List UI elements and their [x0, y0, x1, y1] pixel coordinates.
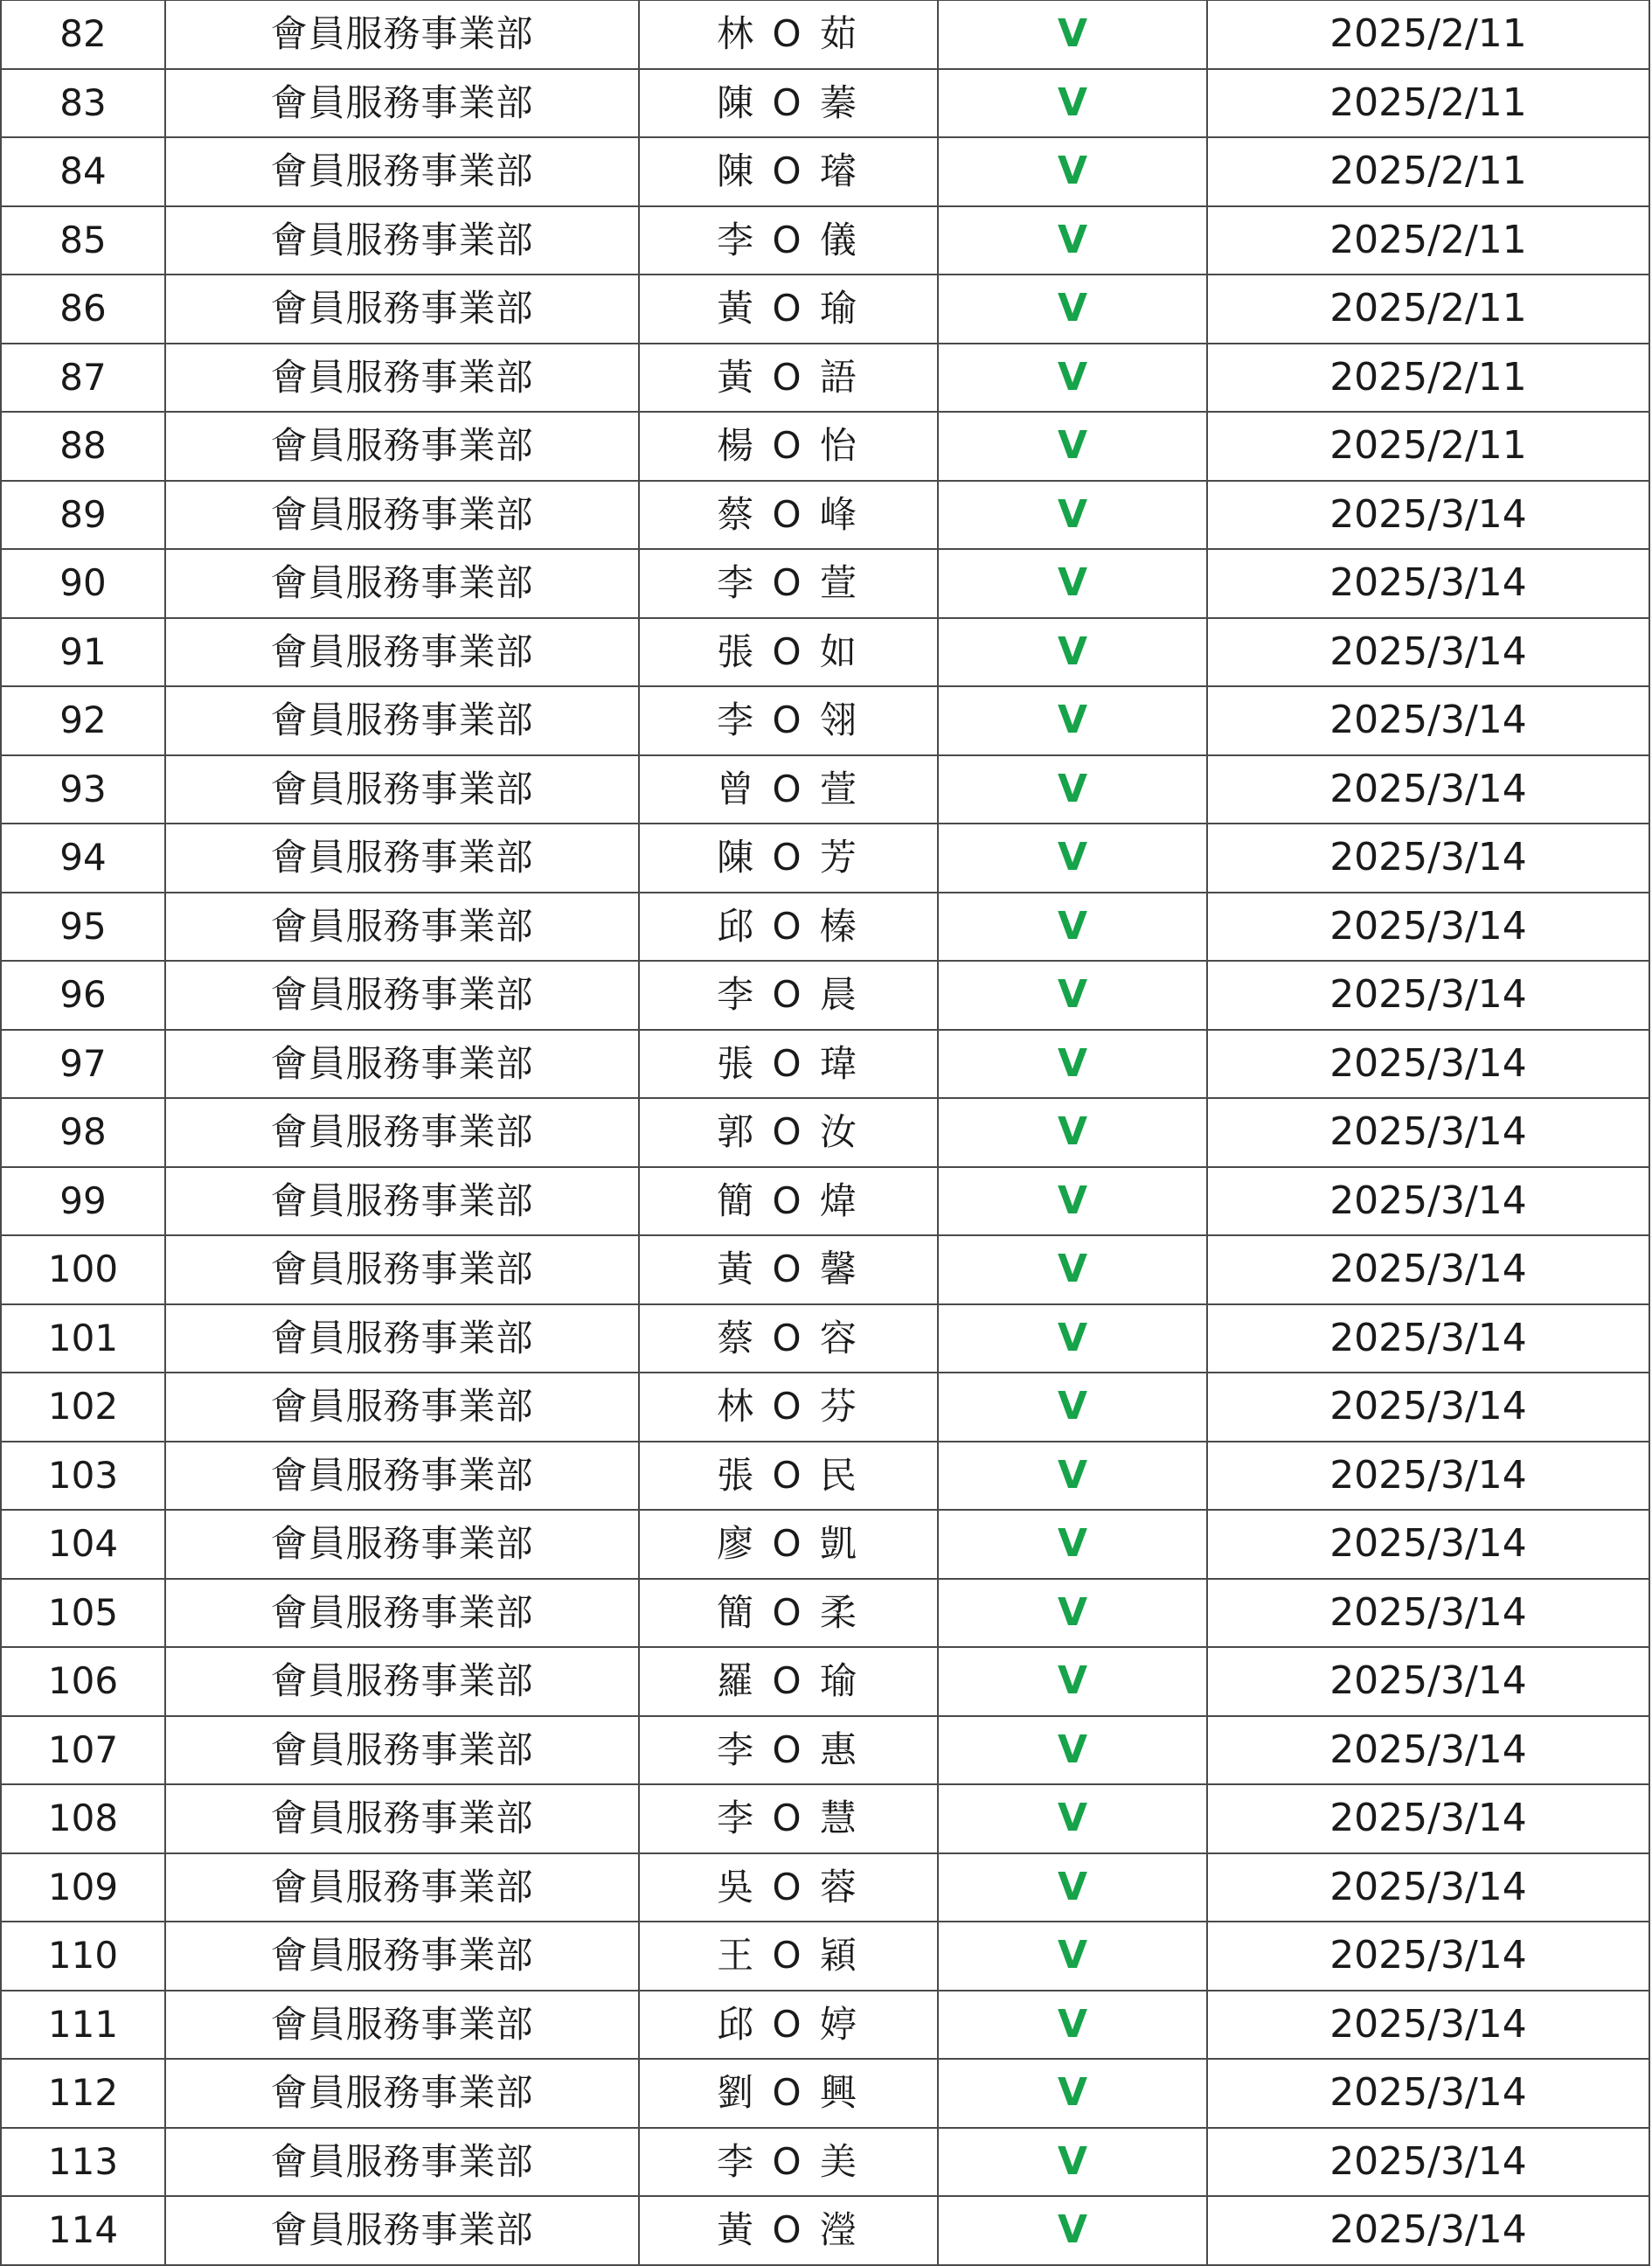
table-row [1, 344, 1649, 413]
member-name-cell: 曾 O 萱 [639, 755, 938, 824]
row-number-cell: 96 [1, 961, 165, 1030]
department-cell: 會員服務事業部 [165, 686, 639, 755]
table-row [1, 412, 1649, 481]
check-mark-cell: V [938, 1442, 1207, 1511]
department-cell: 會員服務事業部 [165, 1030, 639, 1099]
date-cell: 2025/3/14 [1207, 961, 1649, 1030]
check-mark-cell: V [938, 755, 1207, 824]
member-name-cell: 劉 O 興 [639, 2059, 938, 2128]
department-cell: 會員服務事業部 [165, 618, 639, 687]
check-mark-cell: V [938, 1304, 1207, 1373]
check-mark-cell: V [938, 1991, 1207, 2060]
row-number-cell: 112 [1, 2059, 165, 2128]
date-cell: 2025/3/14 [1207, 686, 1649, 755]
table-row [1, 1784, 1649, 1853]
member-name-cell: 李 O 慧 [639, 1784, 938, 1853]
member-name-cell: 楊 O 怡 [639, 412, 938, 481]
date-cell: 2025/3/14 [1207, 2196, 1649, 2265]
row-number-cell: 114 [1, 2196, 165, 2265]
table-row [1, 1098, 1649, 1167]
date-cell: 2025/3/14 [1207, 755, 1649, 824]
date-cell: 2025/3/14 [1207, 824, 1649, 893]
department-cell: 會員服務事業部 [165, 1784, 639, 1853]
row-number-cell: 82 [1, 0, 165, 69]
check-mark-cell: V [938, 412, 1207, 481]
date-cell: 2025/3/14 [1207, 1716, 1649, 1785]
department-cell: 會員服務事業部 [165, 549, 639, 618]
table-row [1, 1373, 1649, 1442]
date-cell: 2025/3/14 [1207, 2128, 1649, 2197]
table-row [1, 69, 1649, 138]
member-name-cell: 張 O 民 [639, 1442, 938, 1511]
department-cell: 會員服務事業部 [165, 1167, 639, 1236]
date-cell: 2025/3/14 [1207, 1030, 1649, 1099]
row-number-cell: 113 [1, 2128, 165, 2197]
check-mark-cell: V [938, 344, 1207, 413]
member-name-cell: 簡 O 柔 [639, 1579, 938, 1648]
table-row [1, 961, 1649, 1030]
row-number-cell: 101 [1, 1304, 165, 1373]
row-number-cell: 95 [1, 893, 165, 962]
check-mark-cell: V [938, 0, 1207, 69]
table-row [1, 1304, 1649, 1373]
table-row [1, 1991, 1649, 2060]
check-mark-cell: V [938, 686, 1207, 755]
check-mark-cell: V [938, 893, 1207, 962]
date-cell: 2025/3/14 [1207, 1098, 1649, 1167]
check-mark-cell: V [938, 1784, 1207, 1853]
check-mark-cell: V [938, 1098, 1207, 1167]
table-row [1, 481, 1649, 550]
table-row [1, 618, 1649, 687]
department-cell: 會員服務事業部 [165, 1304, 639, 1373]
row-number-cell: 92 [1, 686, 165, 755]
department-cell: 會員服務事業部 [165, 2128, 639, 2197]
table-row [1, 1167, 1649, 1236]
check-mark-cell: V [938, 1716, 1207, 1785]
row-number-cell: 86 [1, 275, 165, 344]
department-cell: 會員服務事業部 [165, 961, 639, 1030]
row-number-cell: 87 [1, 344, 165, 413]
department-cell: 會員服務事業部 [165, 412, 639, 481]
date-cell: 2025/3/14 [1207, 1991, 1649, 2060]
date-cell: 2025/2/11 [1207, 206, 1649, 275]
date-cell: 2025/2/11 [1207, 344, 1649, 413]
table-row [1, 0, 1649, 69]
table-row [1, 1442, 1649, 1511]
member-name-cell: 吳 O 蓉 [639, 1853, 938, 1922]
member-name-cell: 張 O 瑋 [639, 1030, 938, 1099]
row-number-cell: 91 [1, 618, 165, 687]
date-cell: 2025/3/14 [1207, 1167, 1649, 1236]
member-name-cell: 蔡 O 容 [639, 1304, 938, 1373]
date-cell: 2025/3/14 [1207, 1853, 1649, 1922]
row-number-cell: 106 [1, 1647, 165, 1716]
check-mark-cell: V [938, 961, 1207, 1030]
member-name-cell: 陳 O 芳 [639, 824, 938, 893]
member-name-cell: 黃 O 語 [639, 344, 938, 413]
roster-table-body [1, 0, 1649, 2265]
member-name-cell: 邱 O 榛 [639, 893, 938, 962]
table-row [1, 755, 1649, 824]
department-cell: 會員服務事業部 [165, 1647, 639, 1716]
date-cell: 2025/3/14 [1207, 481, 1649, 550]
row-number-cell: 111 [1, 1991, 165, 2060]
row-number-cell: 110 [1, 1922, 165, 1991]
department-cell: 會員服務事業部 [165, 893, 639, 962]
member-name-cell: 蔡 O 峰 [639, 481, 938, 550]
member-name-cell: 黃 O 瑜 [639, 275, 938, 344]
row-number-cell: 93 [1, 755, 165, 824]
row-number-cell: 84 [1, 137, 165, 206]
row-number-cell: 104 [1, 1510, 165, 1579]
department-cell: 會員服務事業部 [165, 275, 639, 344]
member-name-cell: 李 O 萱 [639, 549, 938, 618]
date-cell: 2025/2/11 [1207, 137, 1649, 206]
table-row [1, 893, 1649, 962]
check-mark-cell: V [938, 824, 1207, 893]
department-cell: 會員服務事業部 [165, 1579, 639, 1648]
department-cell: 會員服務事業部 [165, 344, 639, 413]
row-number-cell: 89 [1, 481, 165, 550]
table-row [1, 2196, 1649, 2265]
check-mark-cell: V [938, 1647, 1207, 1716]
department-cell: 會員服務事業部 [165, 1716, 639, 1785]
row-number-cell: 107 [1, 1716, 165, 1785]
row-number-cell: 83 [1, 69, 165, 138]
row-number-cell: 97 [1, 1030, 165, 1099]
member-name-cell: 陳 O 蓁 [639, 69, 938, 138]
member-name-cell: 廖 O 凱 [639, 1510, 938, 1579]
table-row [1, 275, 1649, 344]
date-cell: 2025/3/14 [1207, 1647, 1649, 1716]
date-cell: 2025/3/14 [1207, 1304, 1649, 1373]
date-cell: 2025/3/14 [1207, 1442, 1649, 1511]
member-name-cell: 邱 O 婷 [639, 1991, 938, 2060]
member-name-cell: 林 O 芬 [639, 1373, 938, 1442]
check-mark-cell: V [938, 1579, 1207, 1648]
check-mark-cell: V [938, 549, 1207, 618]
member-name-cell: 黃 O 馨 [639, 1235, 938, 1304]
member-name-cell: 王 O 穎 [639, 1922, 938, 1991]
table-row [1, 206, 1649, 275]
department-cell: 會員服務事業部 [165, 137, 639, 206]
row-number-cell: 109 [1, 1853, 165, 1922]
date-cell: 2025/3/14 [1207, 1235, 1649, 1304]
table-row [1, 1235, 1649, 1304]
check-mark-cell: V [938, 2196, 1207, 2265]
date-cell: 2025/3/14 [1207, 1784, 1649, 1853]
department-cell: 會員服務事業部 [165, 1235, 639, 1304]
department-cell: 會員服務事業部 [165, 2196, 639, 2265]
check-mark-cell: V [938, 481, 1207, 550]
member-name-cell: 張 O 如 [639, 618, 938, 687]
department-cell: 會員服務事業部 [165, 2059, 639, 2128]
check-mark-cell: V [938, 1922, 1207, 1991]
row-number-cell: 103 [1, 1442, 165, 1511]
department-cell: 會員服務事業部 [165, 1442, 639, 1511]
table-row [1, 2128, 1649, 2197]
department-cell: 會員服務事業部 [165, 755, 639, 824]
check-mark-cell: V [938, 2059, 1207, 2128]
table-row [1, 824, 1649, 893]
check-mark-cell: V [938, 275, 1207, 344]
table-row [1, 1647, 1649, 1716]
member-name-cell: 李 O 惠 [639, 1716, 938, 1785]
table-row [1, 1510, 1649, 1579]
date-cell: 2025/3/14 [1207, 1373, 1649, 1442]
table-row [1, 549, 1649, 618]
department-cell: 會員服務事業部 [165, 206, 639, 275]
check-mark-cell: V [938, 206, 1207, 275]
member-name-cell: 羅 O 瑜 [639, 1647, 938, 1716]
row-number-cell: 90 [1, 549, 165, 618]
date-cell: 2025/3/14 [1207, 1922, 1649, 1991]
table-row [1, 137, 1649, 206]
department-cell: 會員服務事業部 [165, 481, 639, 550]
table-row [1, 1922, 1649, 1991]
member-name-cell: 黃 O 瀅 [639, 2196, 938, 2265]
department-cell: 會員服務事業部 [165, 1853, 639, 1922]
department-cell: 會員服務事業部 [165, 1373, 639, 1442]
date-cell: 2025/2/11 [1207, 412, 1649, 481]
check-mark-cell: V [938, 1510, 1207, 1579]
member-name-cell: 簡 O 煒 [639, 1167, 938, 1236]
member-name-cell: 李 O 翎 [639, 686, 938, 755]
check-mark-cell: V [938, 69, 1207, 138]
row-number-cell: 88 [1, 412, 165, 481]
date-cell: 2025/3/14 [1207, 893, 1649, 962]
row-number-cell: 105 [1, 1579, 165, 1648]
department-cell: 會員服務事業部 [165, 1922, 639, 1991]
department-cell: 會員服務事業部 [165, 1098, 639, 1167]
member-name-cell: 李 O 晨 [639, 961, 938, 1030]
check-mark-cell: V [938, 137, 1207, 206]
date-cell: 2025/3/14 [1207, 549, 1649, 618]
table-row [1, 1030, 1649, 1099]
row-number-cell: 100 [1, 1235, 165, 1304]
department-cell: 會員服務事業部 [165, 824, 639, 893]
department-cell: 會員服務事業部 [165, 0, 639, 69]
table-row [1, 686, 1649, 755]
check-mark-cell: V [938, 1853, 1207, 1922]
member-name-cell: 郭 O 汝 [639, 1098, 938, 1167]
date-cell: 2025/3/14 [1207, 1579, 1649, 1648]
table-row [1, 1579, 1649, 1648]
row-number-cell: 94 [1, 824, 165, 893]
row-number-cell: 99 [1, 1167, 165, 1236]
table-row [1, 2059, 1649, 2128]
row-number-cell: 85 [1, 206, 165, 275]
check-mark-cell: V [938, 1167, 1207, 1236]
check-mark-cell: V [938, 1235, 1207, 1304]
member-name-cell: 陳 O 璿 [639, 137, 938, 206]
row-number-cell: 102 [1, 1373, 165, 1442]
check-mark-cell: V [938, 1373, 1207, 1442]
department-cell: 會員服務事業部 [165, 1510, 639, 1579]
row-number-cell: 108 [1, 1784, 165, 1853]
date-cell: 2025/3/14 [1207, 618, 1649, 687]
date-cell: 2025/2/11 [1207, 0, 1649, 69]
member-name-cell: 李 O 美 [639, 2128, 938, 2197]
check-mark-cell: V [938, 618, 1207, 687]
department-cell: 會員服務事業部 [165, 1991, 639, 2060]
date-cell: 2025/3/14 [1207, 1510, 1649, 1579]
row-number-cell: 98 [1, 1098, 165, 1167]
table-row [1, 1853, 1649, 1922]
table-row [1, 1716, 1649, 1785]
member-name-cell: 林 O 茹 [639, 0, 938, 69]
department-cell: 會員服務事業部 [165, 69, 639, 138]
member-name-cell: 李 O 儀 [639, 206, 938, 275]
date-cell: 2025/3/14 [1207, 2059, 1649, 2128]
check-mark-cell: V [938, 1030, 1207, 1099]
date-cell: 2025/2/11 [1207, 69, 1649, 138]
date-cell: 2025/2/11 [1207, 275, 1649, 344]
check-mark-cell: V [938, 2128, 1207, 2197]
